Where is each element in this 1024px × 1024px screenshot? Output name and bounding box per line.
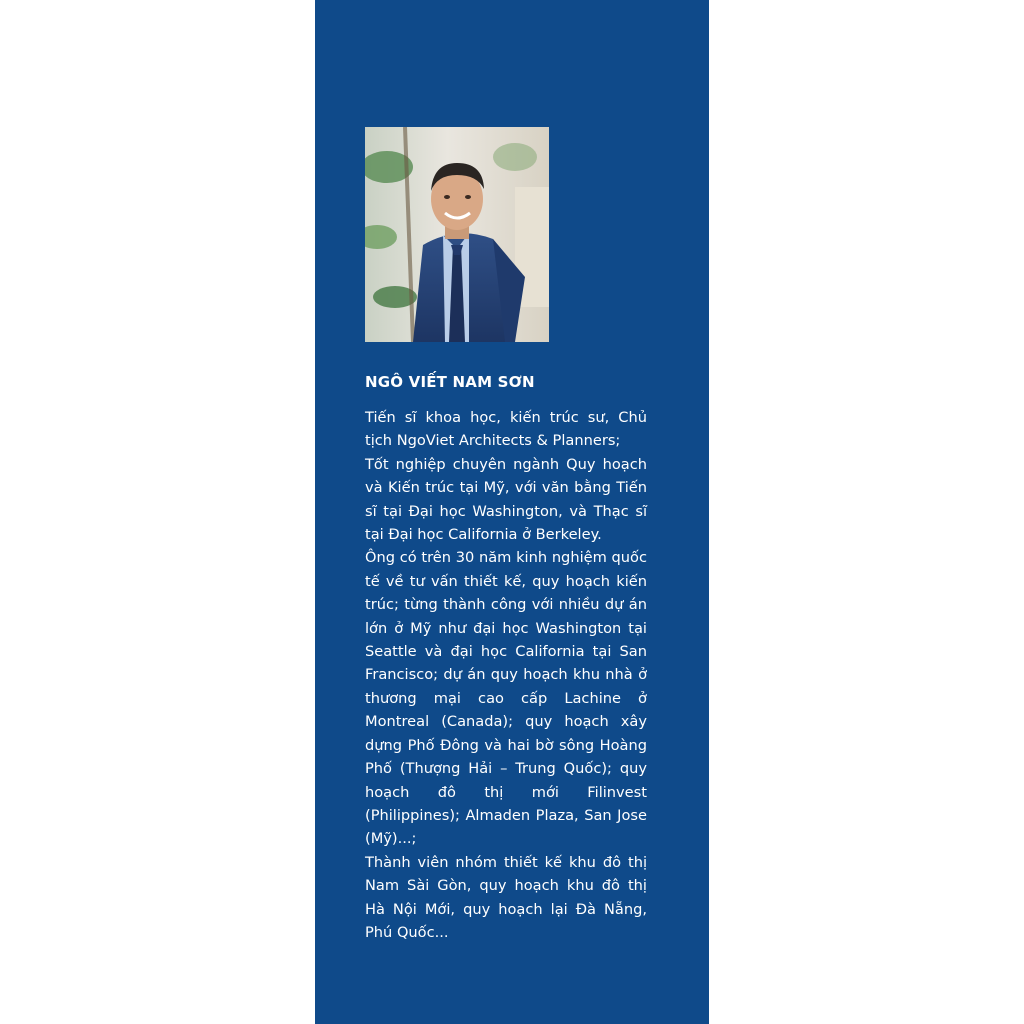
author-portrait-photo [365,127,549,342]
bio-paragraph-membership: Thành viên nhóm thiết kế khu đô thị Nam Sài Gòn, quy hoạch khu đô thị Hà Nội Mới, quy hoạch lại Đà Nẵng, Phú Quốc... [365,853,647,941]
bio-paragraph-title: Tiến sĩ khoa học, kiến trúc sư, Chủ tịch NgoViet Architects & Planners; [365,409,647,450]
bio-paragraph-experience: Ông có trên 30 năm kinh nghiệm quốc tế về tư vấn thiết kế, quy hoạch kiến trúc; từng thành công với nhiều dự án lớn ở Mỹ như đại học Washington tại Seattle và đại học California tại San Francisco; dự án quy hoạch khu nhà ở thương mại cao cấp Lachine ở Montreal (Canada); quy hoạch xây dựng Phố Đông và hai bờ sông Hoàng Phố (Thượng Hải – Trung Quốc); quy hoạch đô thị mới Filinvest (Philippines); Almaden Plaza, San Jose (Mỹ)...; [365,549,647,848]
author-name-heading: NGÔ VIẾT NAM SƠN [365,373,535,391]
author-biography [365,406,647,944]
blue-flap-panel [315,0,709,1024]
bio-paragraph-education: Tốt nghiệp chuyên ngành Quy hoạch và Kiến trúc tại Mỹ, với văn bằng Tiến sĩ tại Đại học Washington, và Thạc sĩ tại Đại học California ở Berkeley. [365,455,647,544]
portrait-illustration [365,127,549,342]
